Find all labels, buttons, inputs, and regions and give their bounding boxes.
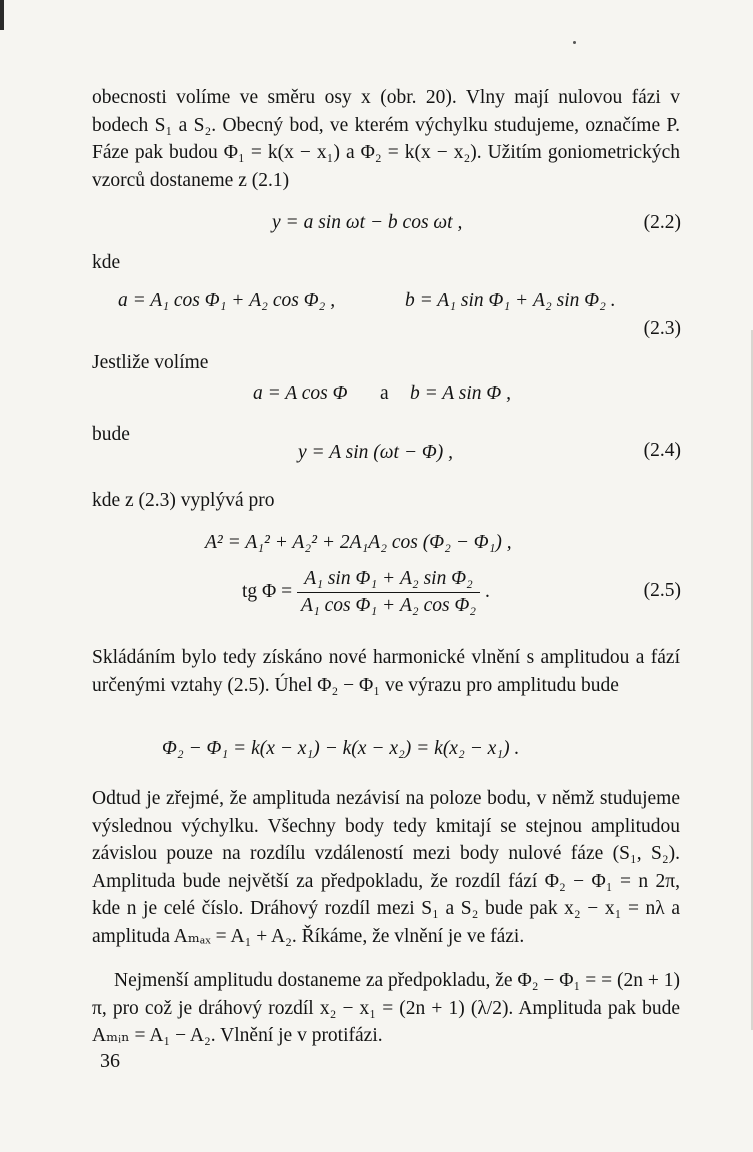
- paragraph-1-text: obecnosti volíme ve směru osy x (obr. 20). Vlny mají nulovou fázi v bodech S₁ a S₂. Obecný bod, ve kterém výchylku studujeme, označíme P. Fáze pak budou Φ₁ = k(x − x₁) a Φ₂ = k(x − x₂). Užitím goniometrických vzorců dostaneme z (2.1): [92, 87, 680, 191]
- equation-number-2-3: (2.3): [643, 318, 681, 339]
- paragraph-4-text: Nejmenší amplitudu dostaneme za předpokladu, že Φ₂ − Φ₁ = = (2n + 1) π, pro což je dráhový rozdíl x₂ − x₁ = (2n + 1) (λ/2). Amplituda pak bude Aₘᵢₙ = A₁ − A₂. Vlnění je v protifázi.: [92, 970, 680, 1046]
- equation-choice-b: b = A sin Φ ,: [410, 383, 511, 404]
- label-bude: bude: [92, 424, 130, 445]
- paragraph-4: [92, 967, 680, 1050]
- equation-tg-fraction: [297, 568, 480, 617]
- scan-speck: [573, 41, 576, 44]
- paragraph-3: [92, 785, 680, 950]
- equation-tg-phi: [242, 568, 490, 617]
- equation-phase-difference: Φ₂ − Φ₁ = k(x − x₁) − k(x − x₂) = k(x₂ − x₁) .: [162, 738, 520, 759]
- equation-number-2-2: (2.2): [643, 212, 681, 233]
- equation-2-2: y = a sin ωt − b cos ωt ,: [272, 212, 463, 233]
- equation-2-3-b: b = A₁ sin Φ₁ + A₂ sin Φ₂ .: [405, 290, 616, 311]
- equation-choice-conjunction: a: [380, 383, 389, 404]
- paragraph-2-text: Skládáním bylo tedy získáno nové harmonické vlnění s amplitudou a fází určenými vztahy (2.5). Úhel Φ₂ − Φ₁ ve výrazu pro amplitudu bude: [92, 647, 680, 696]
- equation-tg-end: .: [484, 580, 490, 602]
- equation-amplitude-squared: A² = A₁² + A₂² + 2A₁A₂ cos (Φ₂ − Φ₁) ,: [205, 532, 512, 553]
- equation-tg-denominator: A₁ cos Φ₁ + A₂ cos Φ₂: [301, 595, 477, 616]
- paragraph-2: [92, 644, 680, 699]
- equation-2-4: y = A sin (ωt − Φ) ,: [298, 442, 453, 463]
- paragraph-1: [92, 84, 680, 194]
- equation-tg-numerator: A₁ sin Φ₁ + A₂ sin Φ₂: [297, 568, 480, 593]
- paragraph-3-text: Odtud je zřejmé, že amplituda nezávisí na poloze bodu, v němž studujeme výslednou výchylku. Všechny body tedy kmitají se stejnou amplitudou závislou pouze na rozdílu vzdáleností mezi body nulové fáze (S₁, S₂). Amplituda bude největší za předpokladu, že rozdíl fází Φ₂ − Φ₁ = n 2π, kde n je celé číslo. Dráhový rozdíl mezi S₁ a S₂ bude pak x₂ − x₁ = nλ a amplituda Aₘₐₓ = A₁ + A₂. Říkáme, že vlnění je ve fázi.: [92, 788, 680, 947]
- equation-2-3-a: a = A₁ cos Φ₁ + A₂ cos Φ₂ ,: [118, 290, 336, 311]
- label-kde: kde: [92, 252, 121, 273]
- equation-number-2-4: (2.4): [643, 440, 681, 461]
- label-kde-z-2-3: kde z (2.3) vyplývá pro: [92, 490, 275, 511]
- page-number: 36: [100, 1050, 120, 1072]
- equation-tg-lhs: tg Φ =: [242, 580, 293, 602]
- label-jestlize-volime: Jestliže volíme: [92, 352, 209, 373]
- scan-edge-mark: [0, 0, 4, 30]
- equation-choice-a: a = A cos Φ: [253, 383, 348, 404]
- equation-number-2-5: (2.5): [643, 580, 681, 601]
